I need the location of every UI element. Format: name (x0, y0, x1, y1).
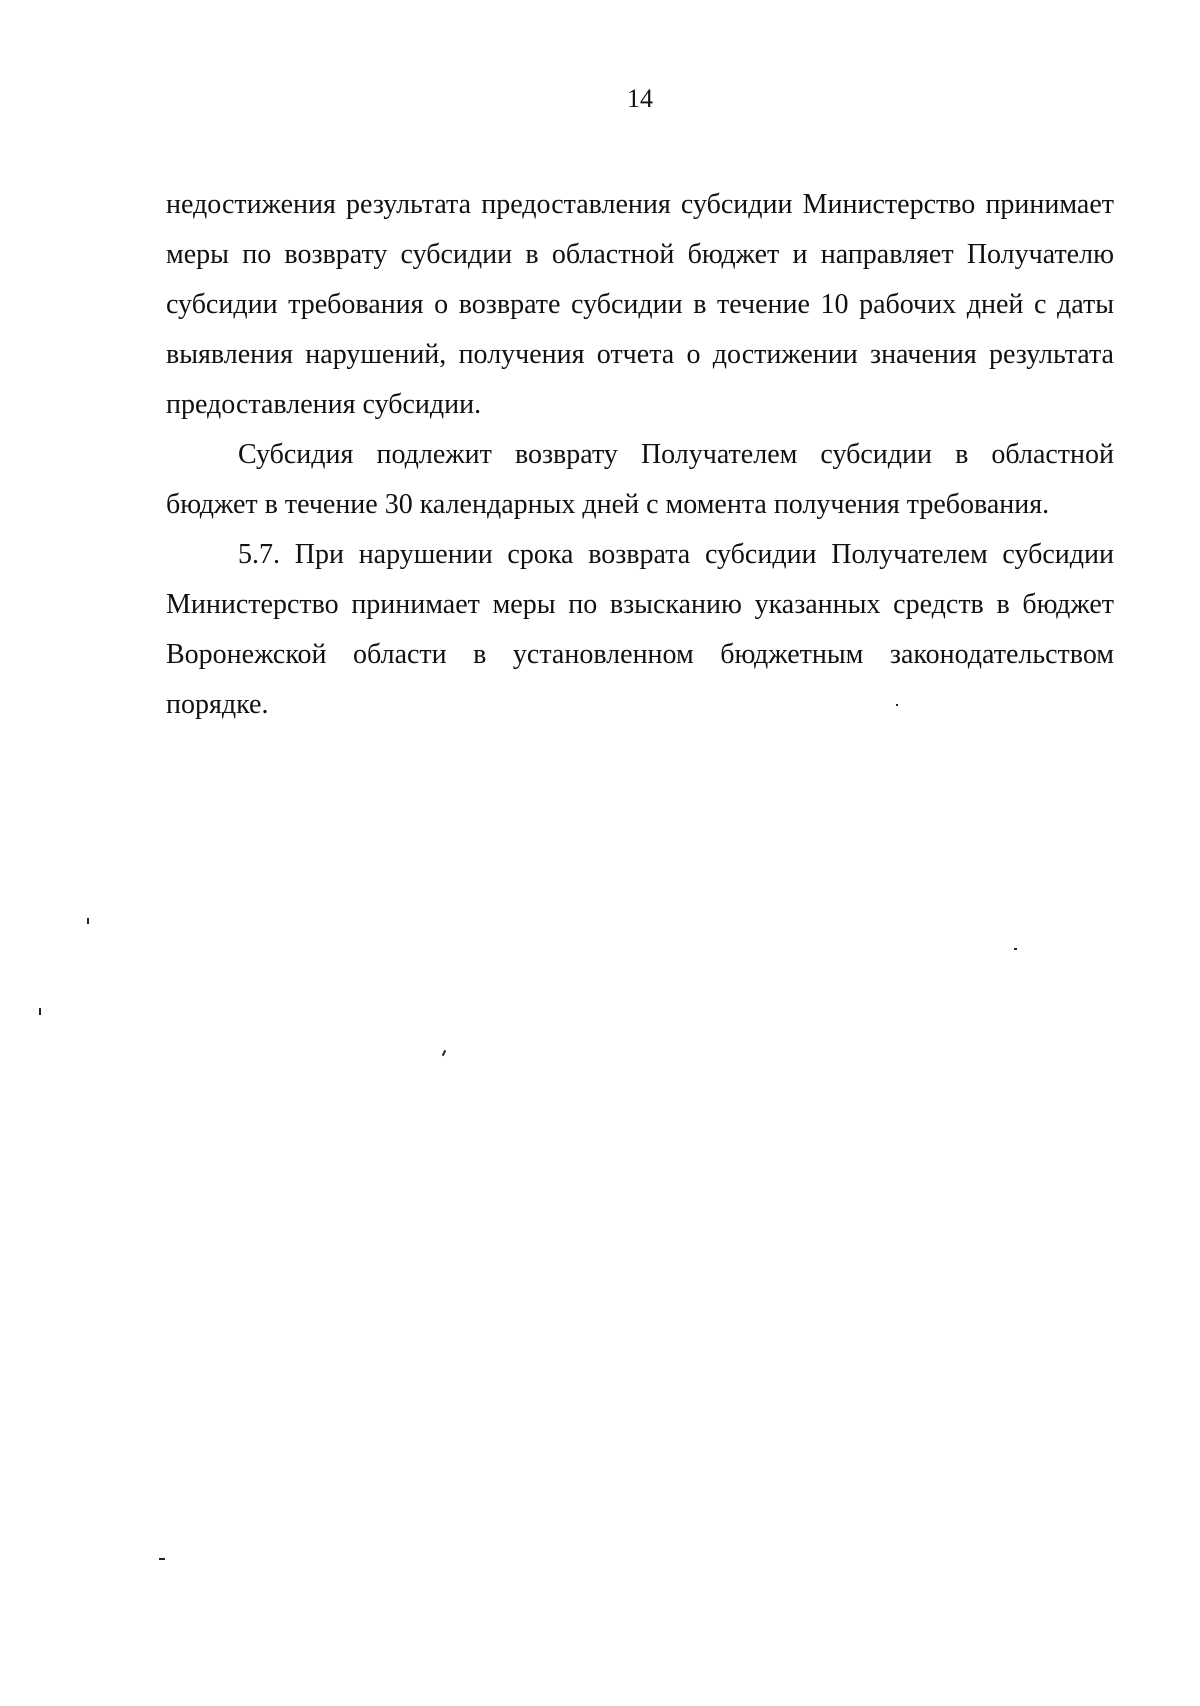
scan-speck (159, 1558, 165, 1560)
scan-speck (442, 1050, 446, 1056)
paragraph-subsidy-return: Субсидия подлежит возврату Получателем субсидии в областной бюджет в течение 30 календарных дней с момента получения требования. (166, 439, 1114, 520)
paragraph-5-7: 5.7. При нарушении срока возврата субсидии Получателем субсидии Министерство принимает меры по взысканию указанных средств в бюджет Воронежской области в установленном бюджетным законодательством порядке. (166, 539, 1114, 720)
scan-speck (1014, 948, 1017, 950)
document-body (166, 180, 1114, 730)
paragraph-continuation: недостижения результата предоставления субсидии Министерство принимает меры по возврату субсидии в областной бюджет и направляет Получателю субсидии требования о возврате субсидии в течение 10 рабочих дней с даты выявления нарушений, получения отчета о достижении значения результата предоставления субсидии. (166, 189, 1114, 420)
page-number: 14 (627, 84, 653, 113)
scan-speck (87, 918, 89, 924)
scan-speck (39, 1008, 41, 1015)
scan-speck (896, 704, 898, 706)
